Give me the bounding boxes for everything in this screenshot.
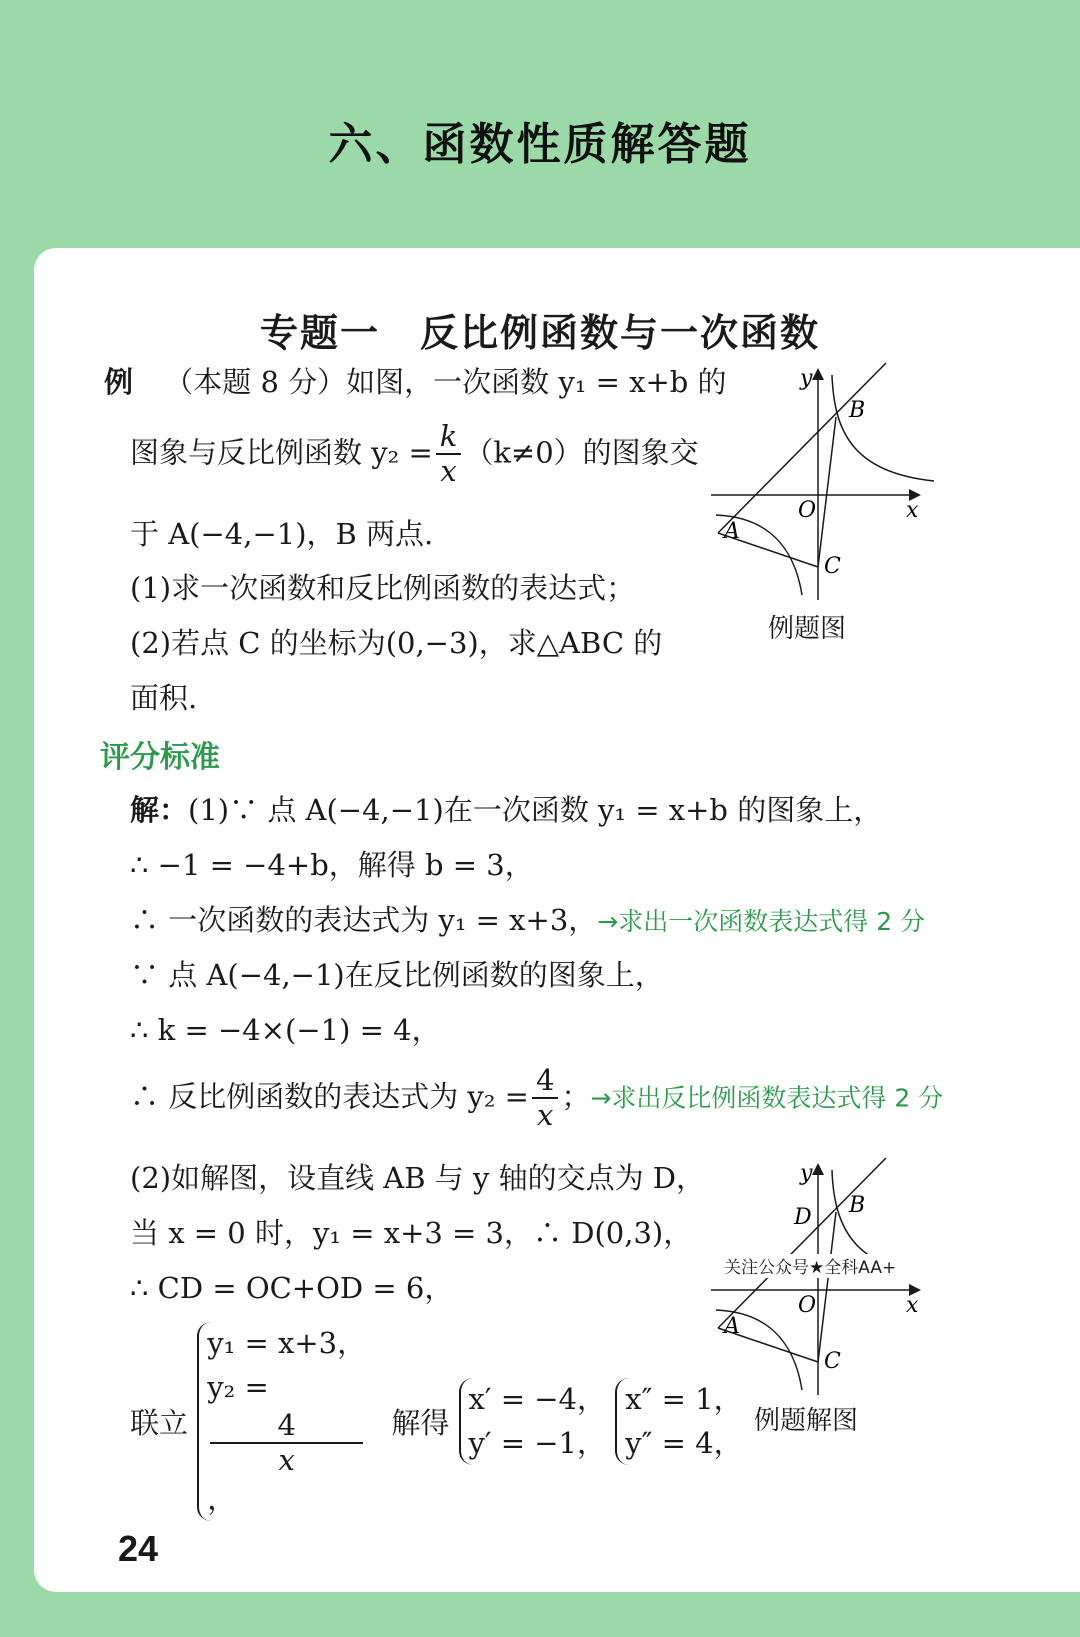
equation-2-lhs: y₂ = (207, 1369, 269, 1404)
chapter-title: 六、函数性质解答题 (328, 119, 752, 170)
equation-system (197, 1322, 366, 1521)
example-line-2 (130, 420, 699, 489)
label-b: B (849, 398, 866, 423)
solution-line-2: ∴ −1 = −4+b，解得 b = 3， (130, 848, 534, 882)
solution-text-3: ∴ 一次函数的表达式为 y₁ = x+3， (130, 903, 598, 937)
fraction-denominator: x (440, 454, 457, 489)
fraction-numerator: 4 (532, 1064, 558, 1099)
segment-cb (818, 1212, 836, 1362)
example-figure-caption: 例题图 (768, 614, 847, 644)
fraction-denominator: x (278, 1443, 295, 1478)
solution-line-5: ∴ k = −4×(−1) = 4， (130, 1013, 441, 1047)
example-question-1: (1)求一次函数和反比例函数的表达式； (130, 571, 636, 605)
solution-y2: y″ = 4， (625, 1425, 743, 1460)
solution-line-6 (130, 1064, 943, 1133)
topic-title: 专题一 反比例函数与一次函数 (259, 311, 820, 355)
label-d: D (794, 1205, 812, 1230)
label-c: C (824, 1349, 841, 1374)
solution-text-1: (1)∵ 点 A(−4,−1)在一次函数 y₁ = x+b 的图象上， (188, 793, 883, 827)
label-o: O (798, 1293, 817, 1318)
example-text-2a: 图象与反比例函数 y₂ = (130, 435, 433, 470)
example-figure (706, 355, 946, 605)
solution-label: 解： (130, 793, 189, 827)
fraction-numerator: k (436, 420, 462, 455)
example-label: 例 (104, 365, 134, 399)
solution-text-6a: ∴ 反比例函数的表达式为 y₂ = (130, 1079, 529, 1114)
example-question-2-cont: 面积. (130, 681, 198, 715)
solution-line-3 (130, 898, 925, 939)
solution-figure (706, 1150, 946, 1400)
label-o: O (798, 498, 817, 523)
solution-line-4: ∵ 点 A(−4,−1)在反比例函数的图象上， (130, 958, 664, 992)
solution-line-9: ∴ CD = OC+OD = 6， (130, 1271, 454, 1305)
label-a: A (724, 1314, 740, 1339)
example-question-2: (2)若点 C 的坐标为(0,−3)，求△ABC 的 (130, 626, 663, 660)
solution-x1: x′ = −4， (468, 1382, 606, 1417)
solution-y1: y′ = −1， (468, 1425, 606, 1460)
solution-line-1 (130, 788, 882, 829)
equation-2-tail: ， (207, 1481, 237, 1516)
fraction-denominator: x (537, 1098, 554, 1133)
grading-label: 评分标准 (100, 740, 220, 775)
solution-figure-caption: 例题解图 (754, 1406, 859, 1436)
fraction-k-over-x (436, 420, 462, 489)
system-label: 联立 (130, 1406, 189, 1441)
watermark-text: 关注公众号★全科AA+ (724, 1258, 897, 1278)
equation-2 (207, 1366, 366, 1522)
solution-x2: x″ = 1， (625, 1382, 743, 1417)
solution-system (130, 1322, 743, 1521)
solution-text-6b: ； (561, 1079, 591, 1114)
page-number: 24 (118, 1528, 159, 1569)
example-line-3: 于 A(−4,−1)，B 两点. (130, 517, 434, 551)
label-x: x (906, 498, 919, 523)
label-y: y (800, 1161, 813, 1186)
label-y: y (800, 366, 813, 391)
solution-line-7: (2)如解图，设直线 AB 与 y 轴的交点为 D， (130, 1161, 706, 1195)
fraction-4-over-x-system (210, 1409, 363, 1478)
solve-label: 解得 (391, 1406, 450, 1441)
equation-1: y₁ = x+3， (207, 1326, 367, 1360)
label-b: B (849, 1193, 866, 1218)
label-c: C (824, 554, 841, 579)
example-text-2b: （k≠0）的图象交 (464, 435, 699, 470)
fraction-4-over-x (532, 1064, 558, 1133)
fraction-numerator: 4 (210, 1409, 363, 1444)
example-text-1: （本题 8 分）如图，一次函数 y₁ = x+b 的 (164, 365, 727, 399)
segment-cb (818, 417, 836, 567)
solution-pair-1 (459, 1378, 606, 1465)
score-note-2: →求出反比例函数表达式得 2 分 (590, 1083, 944, 1113)
hyperbola-branch-1 (832, 375, 934, 481)
label-x: x (906, 1293, 919, 1318)
score-note-1: →求出一次函数表达式得 2 分 (597, 907, 926, 936)
solution-line-8: 当 x = 0 时，y₁ = x+3 = 3，∴ D(0,3)， (130, 1216, 693, 1250)
example-line-1 (104, 360, 727, 401)
label-a: A (724, 519, 740, 544)
